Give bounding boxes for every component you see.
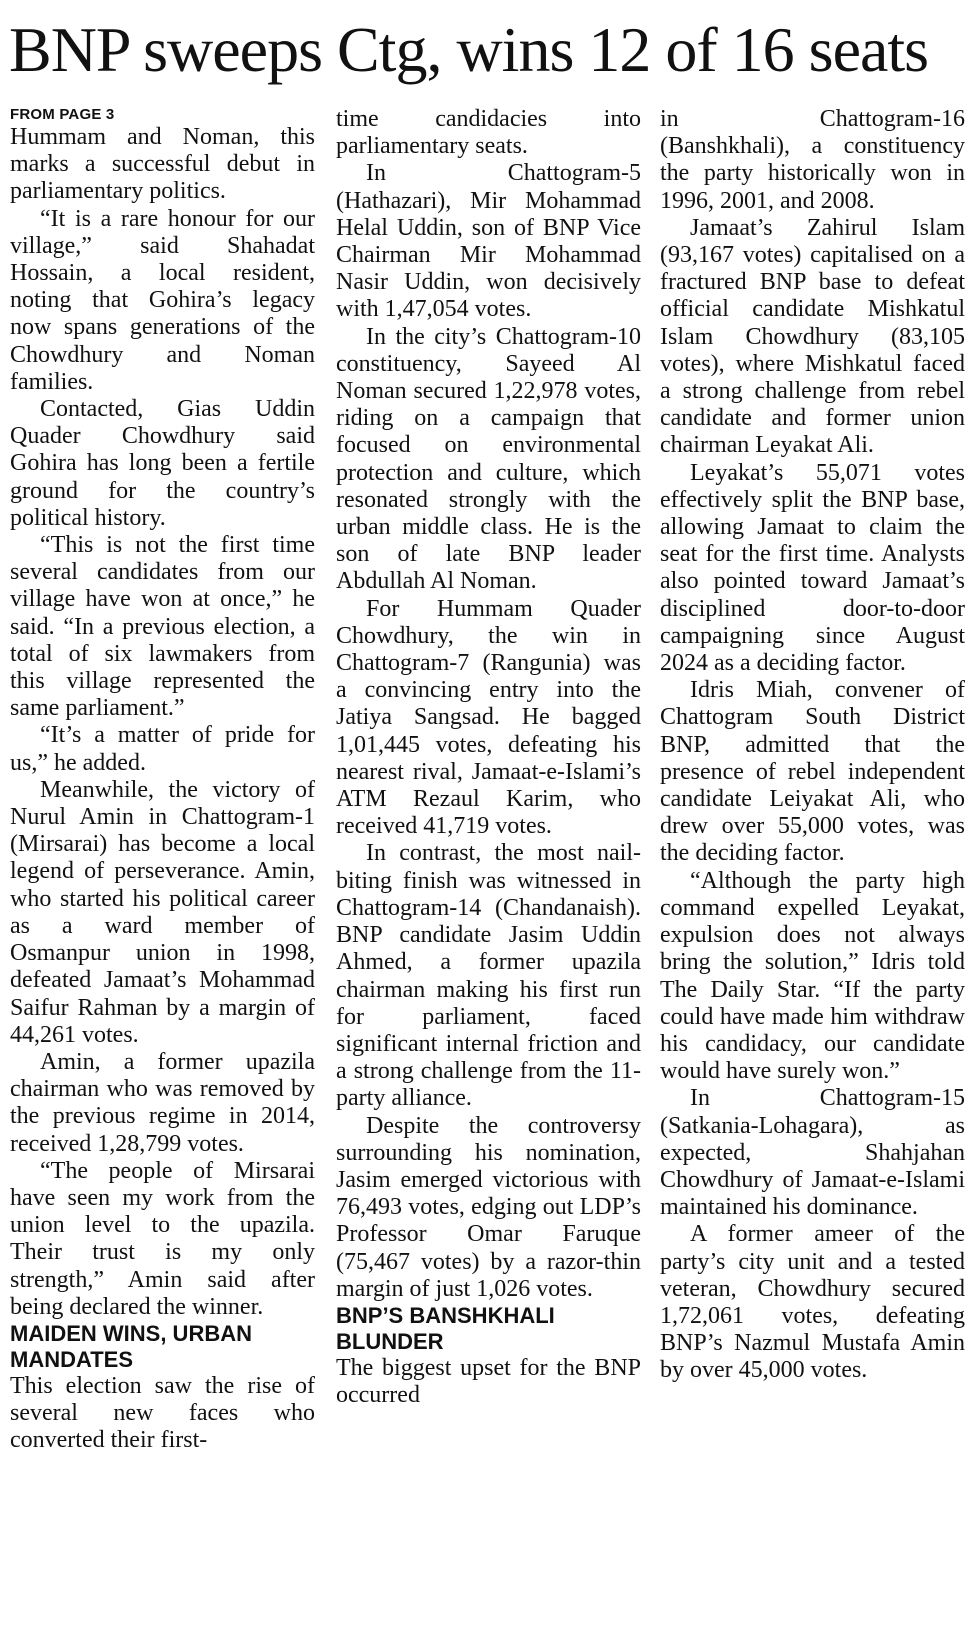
- paragraph: in Chattogram-16 (Banshkhali), a constituency the party historically won in 1996, 2001, and 2008.: [660, 106, 965, 214]
- subhead-banshkhali-blunder: BNP’S BANSHKHALI BLUNDER: [336, 1302, 555, 1354]
- paragraph: “Although the party high command expelled Leyakat, expulsion does not always bring the solution,” Idris told The Daily Star. “If the party could have made him withdraw his candidacy, our candidate would have surely won.”: [660, 867, 965, 1085]
- article-column-1: [10, 106, 315, 1455]
- paragraph: In Chattogram-15 (Satkania-Lohagara), as expected, Shahjahan Chowdhury of Jamaat-e-Islami maintained his dominance.: [660, 1085, 965, 1221]
- paragraph: For Hummam Quader Chowdhury, the win in Chattogram-7 (Rangunia) was a convincing entry into the Jatiya Sangsad. He bagged 1,01,445 votes, defeating his nearest rival, Jamaat-e-Islami’s ATM Rezaul Karim, who received 41,719 votes.: [336, 595, 641, 840]
- paragraph: Despite the controversy surrounding his nomination, Jasim emerged victorious with 76,493 votes, edging out LDP’s Professor Omar Faruque (75,467 votes) by a razor-thin margin of just 1,026 votes.: [336, 1112, 641, 1302]
- paragraph: “It’s a matter of pride for us,” he added.: [10, 722, 315, 776]
- paragraph: The biggest upset for the BNP occurred: [336, 1354, 641, 1409]
- continued-from-kicker: FROM PAGE 3: [10, 106, 115, 123]
- paragraph: “The people of Mirsarai have seen my work from the union level to the upazila. Their trust is my only strength,” Amin said after being declared the winner.: [10, 1157, 315, 1320]
- paragraph: Meanwhile, the victory of Nurul Amin in Chattogram-1 (Mirsarai) has become a local legend of perseverance. Amin, who started his political career as a ward member of Osmanpur union in 1998, defeated Jamaat’s Mohammad Saifur Rahman by a margin of 44,261 votes.: [10, 776, 315, 1048]
- subhead-maiden-wins: MAIDEN WINS, URBAN MANDATES: [10, 1320, 252, 1372]
- paragraph: This election saw the rise of several new faces who converted their first-: [10, 1372, 315, 1454]
- paragraph: In the city’s Chattogram-10 constituency, Sayeed Al Noman secured 1,22,978 votes, riding on a campaign that focused on environmental protection and culture, which resonated strongly with the urban middle class. He is the son of late BNP leader Abdullah Al Noman.: [336, 323, 641, 595]
- paragraph: In Chattogram-5 (Hathazari), Mir Mohammad Helal Uddin, son of BNP Vice Chairman Mir Mohammad Nasir Uddin, won decisively with 1,47,054 votes.: [336, 160, 641, 323]
- headline: BNP sweeps Ctg, wins 12 of 16 seats: [9, 14, 929, 85]
- paragraph: time candidacies into parliamentary seats.: [336, 106, 641, 160]
- article-column-3: [660, 106, 965, 1385]
- paragraph: Contacted, Gias Uddin Quader Chowdhury said Gohira has long been a fertile ground for the country’s political history.: [10, 396, 315, 531]
- paragraph: Hummam and Noman, this marks a successful debut in parliamentary politics.: [10, 124, 315, 205]
- paragraph: Jamaat’s Zahirul Islam (93,167 votes) capitalised on a fractured BNP base to defeat official candidate Mishkatul Islam Chowdhury (83,105 votes), where Mishkatul faced a strong challenge from rebel candidate and former union chairman Leyakat Ali.: [660, 214, 965, 459]
- paragraph: “It is a rare honour for our village,” said Shahadat Hossain, a local resident, noting that Gohira’s legacy now spans generations of the Chowdhury and Noman families.: [10, 205, 315, 395]
- article-column-2: [336, 106, 641, 1409]
- paragraph: Idris Miah, convener of Chattogram South District BNP, admitted that the presence of rebel independent candidate Leiyakat Ali, who drew over 55,000 votes, was the deciding factor.: [660, 677, 965, 867]
- paragraph: In contrast, the most nail-biting finish was witnessed in Chattogram-14 (Chandanaish). BNP candidate Jasim Uddin Ahmed, a former upazila chairman making his first run for parliament, faced significant internal friction and a strong challenge from the 11-party alliance.: [336, 840, 641, 1112]
- paragraph: Amin, a former upazila chairman who was removed by the previous regime in 2014, received 1,28,799 votes.: [10, 1048, 315, 1157]
- paragraph: Leyakat’s 55,071 votes effectively split the BNP base, allowing Jamaat to claim the seat for the first time. Analysts also pointed toward Jamaat’s disciplined door-to-door campaigning since August 2024 as a deciding factor.: [660, 459, 965, 677]
- paragraph: A former ameer of the party’s city unit and a tested veteran, Chowdhury secured 1,72,061 votes, defeating BNP’s Nazmul Mustafa Amin by over 45,000 votes.: [660, 1221, 965, 1384]
- paragraph: “This is not the first time several candidates from our village have won at once,” he said. “In a previous election, a total of six lawmakers from this village represented the same parliament.”: [10, 532, 315, 722]
